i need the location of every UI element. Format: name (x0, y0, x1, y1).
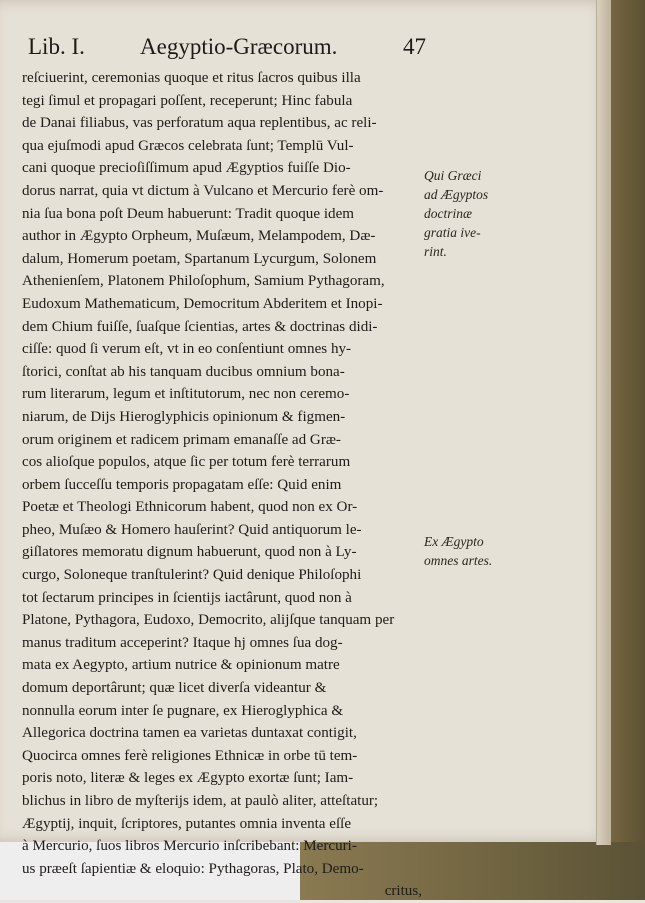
text-line: orbem ſucceſſu temporis propagatam eſſe: Quid enim (22, 476, 342, 493)
page-edge (596, 0, 611, 845)
text-line: ſtorici, conſtat ab his tanquam ducibus omnium bona- (22, 363, 345, 380)
text-line: manus traditum acceperint? Itaque hj omnes ſua dog- (22, 634, 343, 651)
text-line: ciſſe: quod ſi verum eſt, vt in eo conſentiunt omnes hy- (22, 341, 352, 358)
text-line: dalum, Homerum poetam, Spartanum Lycurgum, Solonem (22, 250, 377, 267)
page-number: 47 (403, 34, 426, 59)
text-line: niarum, de Dijs Hieroglyphicis opinionum & figmen- (22, 408, 346, 425)
text-line: orum originem et radicem primam emanaſſe ad Græ- (22, 431, 341, 448)
text-line: Allegorica doctrina tamen ea varietas duntaxat contigit, (22, 725, 357, 742)
text-line: cani quoque precioſiſſimum apud Ægyptios fuiſſe Dio- (22, 160, 351, 177)
text-line: qua ejuſmodi apud Græcos celebrata ſunt; Templū Vul- (22, 137, 354, 154)
text-line: nia ſua bona poſt Deum habuerunt: Tradit quoque idem (22, 205, 355, 222)
text-line: Platone, Pythagora, Eudoxo, Democrito, alijſque tanquam per (22, 612, 395, 629)
text-line: curgo, Soloneque tranſtulerint? Quid denique Philoſophi (22, 567, 362, 584)
text-line: dorus narrat, quia vt dictum à Vulcano et Mercurio ferè om- (22, 182, 384, 199)
text-line: Ægyptij, inquit, ſcriptores, putantes omnia inventa eſſe (22, 815, 352, 832)
text-line: domum deportârunt; quæ licet diverſa videantur & (22, 680, 327, 697)
text-line: tot ſectarum principes in ſcientijs iactârunt, quod non à (22, 589, 352, 606)
text-line: blichus in libro de myſterijs idem, at paulò aliter, atteſtatur; (22, 793, 379, 809)
book-binding (605, 0, 645, 900)
margin-note-egypt-arts (424, 532, 524, 570)
margin-note-line: doctrinæ (424, 206, 473, 221)
margin-note-line: rint. (424, 244, 447, 259)
body-text (22, 67, 422, 903)
text-line: author in Ægypto Orpheum, Muſæum, Melampodem, Dæ- (22, 228, 376, 245)
margin-note-line: Ex Ægypto (424, 534, 484, 549)
text-line: Eudoxum Mathematicum, Democritum Abderitem et Inopi- (22, 295, 383, 312)
book-label: Lib. I. (28, 34, 85, 59)
text-line: dem Chium fuiſſe, ſuaſque ſcientias, artes & doctrinas didi- (22, 318, 378, 335)
margin-note-greeks (424, 166, 524, 261)
text-line: cos alioſque populos, atque ſic per totum ferè terrarum (22, 454, 351, 471)
text-line: Athenienſem, Platonem Philoſophum, Samium Pythagoram, (22, 273, 385, 290)
margin-note-line: Qui Græci (424, 168, 482, 183)
text-line: pheo, Muſæo & Homero hauſerint? Quid antiquorum le- (22, 521, 362, 538)
margin-note-line: omnes artes. (424, 553, 493, 568)
text-line: à Mercurio, ſuos libros Mercurio inſcribebant: Mercuri- (22, 838, 357, 855)
text-line: de Danai filiabus, vas perforatum aqua replentibus, ac reli- (22, 115, 377, 132)
text-line: us præeſt ſapientiæ & eloquio: Pythagoras, Plato, Demo- (22, 860, 364, 877)
running-header (28, 34, 426, 68)
text-line: Quocirca omnes ferè religiones Ethnicæ in orbe tū tem- (22, 747, 358, 764)
text-line: giſlatores memoratu dignum habuerunt, quod non à Ly- (22, 544, 357, 561)
text-line: rum literarum, legum et inſtitutorum, nec non ceremo- (22, 386, 350, 403)
running-title: Aegyptio-Græcorum. (140, 34, 338, 59)
margin-note-line: ad Ægyptos (424, 187, 489, 202)
margin-note-line: gratia ive- (424, 225, 481, 240)
text-line: tegi ſimul et propagari poſſent, receperunt; Hinc fabula (22, 92, 353, 109)
text-line: Poetæ et Theologi Ethnicorum habent, quod non ex Or- (22, 499, 358, 516)
text-line: mata ex Aegypto, artium nutrice & opinionum matre (22, 657, 340, 674)
text-line: critus, (384, 883, 422, 900)
text-line: reſciuerint, ceremonias quoque et ritus ſacros quibus illa (22, 70, 361, 86)
text-line: poris noto, literæ & leges ex Ægypto exortæ ſunt; Iam- (22, 770, 354, 787)
text-line: nonnulla eorum inter ſe pugnare, ex Hieroglyphica & (22, 702, 344, 719)
